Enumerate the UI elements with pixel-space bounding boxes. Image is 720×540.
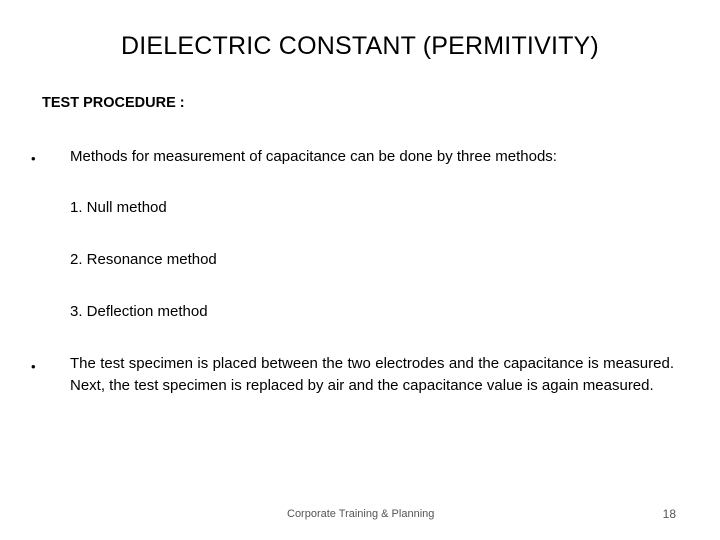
list-item-deflection-method: 3. Deflection method	[70, 303, 208, 320]
bullet-marker: •	[31, 359, 36, 374]
bullet-marker: •	[31, 151, 36, 166]
list-item-null-method: 1. Null method	[70, 199, 167, 216]
section-heading: TEST PROCEDURE :	[42, 95, 185, 111]
slide-title: DIELECTRIC CONSTANT (PERMITIVITY)	[121, 32, 599, 60]
footer-text: Corporate Training & Planning	[287, 508, 435, 520]
list-item-resonance-method: 2. Resonance method	[70, 251, 217, 268]
bullet-text-procedure: The test specimen is placed between the two electrodes and the capacitance is measured. Next, the test specimen is replaced by air and the capacitance value is again measured.	[70, 355, 674, 394]
page-number: 18	[662, 507, 676, 521]
bullet-text-methods: Methods for measurement of capacitance can be done by three methods:	[70, 148, 557, 165]
